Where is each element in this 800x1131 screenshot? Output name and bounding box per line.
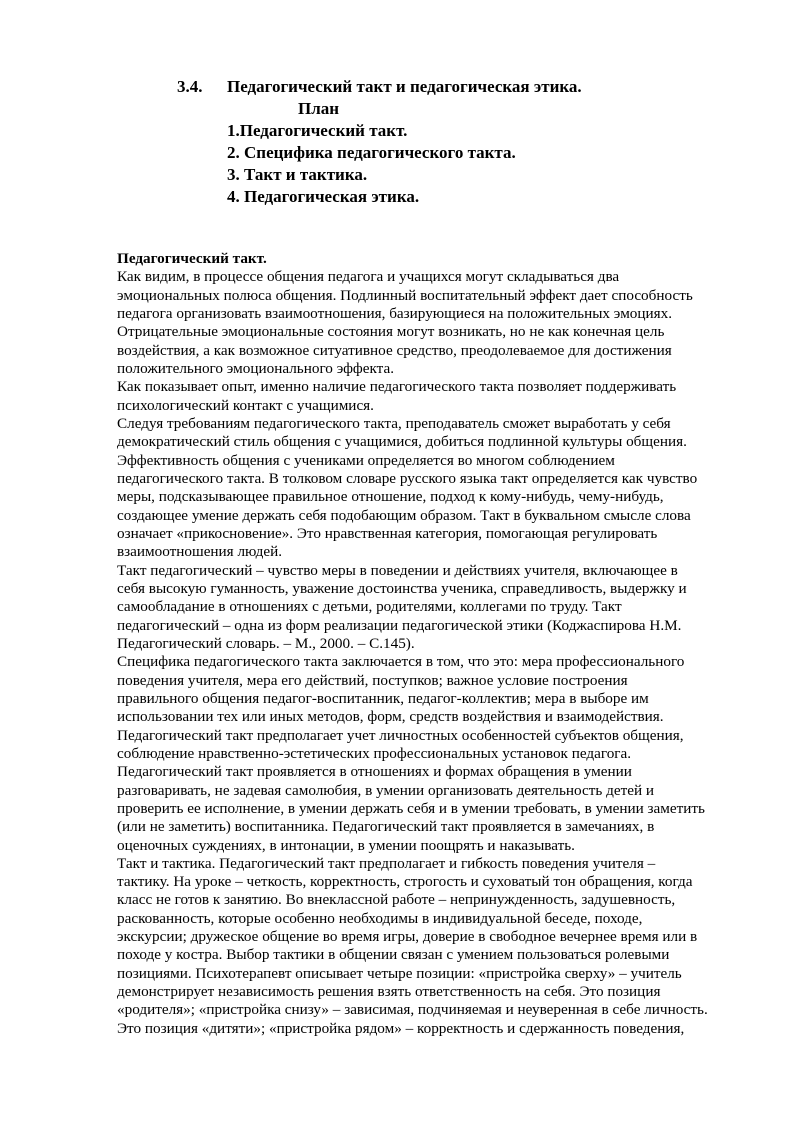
text-line: правильного общения педагог-воспитанник, педагог-коллектив; мера в выборе им <box>117 689 649 707</box>
text-line: Специфика педагогического такта заключается в том, что это: мера профессионального <box>117 653 685 671</box>
text-line: Такт и тактика. Педагогический такт предполагает и гибкость поведения учителя – <box>117 854 656 872</box>
text-line: психологический контакт с учащимися. <box>117 396 374 414</box>
text-line: раскованность, которые особенно необходимы в индивидуальной беседе, походе, <box>117 909 643 927</box>
text-line: Следуя требованиям педагогического такта, преподаватель сможет выработать у себя <box>117 414 671 432</box>
text-line: взаимоотношения людей. <box>117 543 283 561</box>
text-line: Отрицательные эмоциональные состояния могут возникать, но не как конечная цель <box>117 323 665 341</box>
text-line: воздействия, а как возможное ситуативное средство, преодолеваемое для достижения <box>117 341 672 359</box>
text-line: оценочных суждениях, в интонации, в умении поощрять и наказывать. <box>117 836 575 854</box>
heading-block <box>177 76 737 208</box>
text-line: демократический стиль общения с учащимися, добиться подлинной культуры общения. <box>117 433 687 451</box>
text-line: Педагогический такт предполагает учет личностных особенностей субъектов общения, <box>117 726 684 744</box>
text-line: позициями. Психотерапевт описывает четыре позиции: «пристройка сверху» – учитель <box>117 964 682 982</box>
text-line: самообладание в отношениях с детьми, родителями, коллегами по труду. Такт <box>117 598 622 616</box>
text-line: педагогического такта. В толковом словаре русского языка такт определяется как чувство <box>117 469 698 487</box>
text-line: создающее умение держать себя подобающим образом. Такт в буквальном смысле слова <box>117 506 691 524</box>
text-line: меры, подсказывающее правильное отношение, подход к кому-нибудь, чему-нибудь, <box>117 488 664 506</box>
chapter-heading <box>177 76 737 98</box>
text-line: означает «прикосновение». Это нравственная категория, помогающая регулировать <box>117 524 658 542</box>
text-line: Это позиция «дитяти»; «пристройка рядом» – корректность и сдержанность поведения, <box>117 1019 685 1037</box>
text-line: проверить ее исполнение, в умении держать себя и в умении требовать, в умении заметить <box>117 799 705 817</box>
text-line: Как показывает опыт, именно наличие педагогического такта позволяет поддерживать <box>117 378 677 396</box>
body-text <box>117 250 757 1038</box>
text-line: (или не заметить) воспитанника. Педагогический такт проявляется в замечаниях, в <box>117 818 655 836</box>
text-line: походе у костра. Выбор тактики в общении связан с умением пользоваться ролевыми <box>117 946 670 964</box>
chapter-title: Педагогический такт и педагогическая этика. <box>227 77 582 96</box>
text-line: положительного эмоционального эффекта. <box>117 359 394 377</box>
plan-item: 4. Педагогическая этика. <box>227 187 420 206</box>
text-line: педагога организовать взаимоотношения, базирующиеся на положительных эмоциях. <box>117 304 673 322</box>
text-line: поведения учителя, мера его действий, поступков; важное условие построения <box>117 671 628 689</box>
plan-item: 3. Такт и тактика. <box>227 165 368 184</box>
text-line: Педагогический словарь. – М., 2000. – С.145). <box>117 634 415 652</box>
plan-item: 2. Специфика педагогического такта. <box>227 143 516 162</box>
text-line: разговаривать, не задевая самолюбия, в умении организовать деятельность детей и <box>117 781 655 799</box>
text-line: демонстрирует независимость решения взять ответственность на себя. Это позиция <box>117 983 661 1001</box>
text-line: экскурсии; дружеское общение во время игры, доверие в свободное вечернее время или в <box>117 928 698 946</box>
text-line: «родителя»; «пристройка снизу» – зависимая, подчиняемая и неуверенная в себе личность. <box>117 1001 708 1019</box>
paragraph-lines <box>117 268 757 1038</box>
text-line: эмоциональных полюса общения. Подлинный воспитательный эффект дает способность <box>117 286 693 304</box>
text-line: тактику. На уроке – четкость, корректность, строгость и суховатый тон обращения, когда <box>117 873 693 891</box>
text-line: педагогический – одна из форм реализации педагогической этики (Коджаспирова Н.М. <box>117 616 682 634</box>
section-title: Педагогический такт. <box>117 250 267 267</box>
text-line: Педагогический такт проявляется в отношениях и формах обращения в умении <box>117 763 632 781</box>
plan-label: План <box>298 99 340 118</box>
text-line: Как видим, в процессе общения педагога и учащихся могут складываться два <box>117 268 620 286</box>
text-line: Такт педагогический – чувство меры в поведении и действиях учителя, включающее в <box>117 561 678 579</box>
text-line: соблюдение нравственно-эстетических профессиональных установок педагога. <box>117 744 632 762</box>
text-line: использовании тех или иных методов, форм, средств воздействия и взаимодействия. <box>117 708 664 726</box>
chapter-number: 3.4. <box>177 77 203 96</box>
plan-item: 1.Педагогический такт. <box>227 121 408 140</box>
text-line: Эффективность общения с учениками определяется во многом соблюдением <box>117 451 615 469</box>
text-line: класс не готов к занятию. Во внеклассной работе – непринужденность, задушевность, <box>117 891 676 909</box>
text-line: себя высокую гуманность, уважение достоинства ученика, справедливость, выдержку и <box>117 579 687 597</box>
